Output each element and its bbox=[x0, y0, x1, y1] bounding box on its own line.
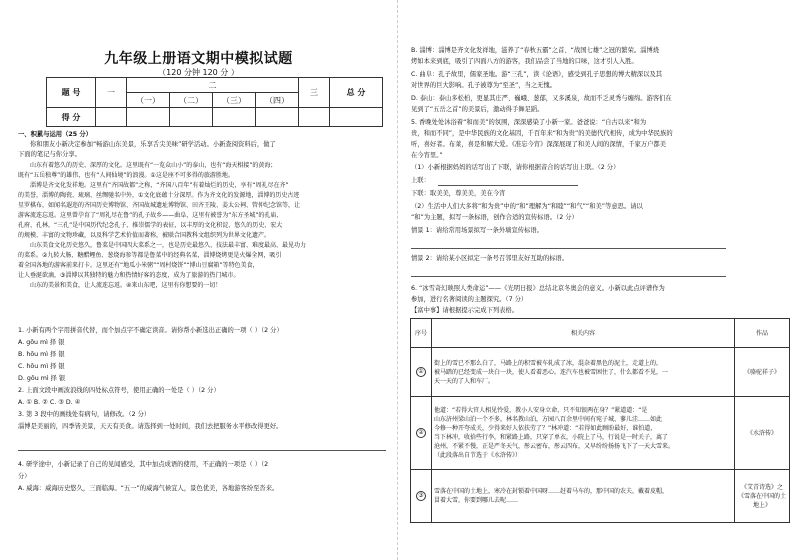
passage-line: 山东的美景和美食，让人流连忘返。④来山东吧，这里有你想要的一切！ bbox=[30, 282, 222, 289]
option-b: B. hōu mì 择 银 bbox=[18, 351, 65, 358]
text-line: 在今宵里。” bbox=[411, 152, 443, 159]
row-number: ① bbox=[416, 367, 426, 377]
row-text-line: （此段落出自节选于《水浒传》） bbox=[434, 452, 522, 459]
option-a: A. gōu mì 择 银 bbox=[18, 339, 65, 346]
option-c: C. hōu mì 择 银 bbox=[18, 363, 65, 370]
passage-line: 星罗棋布，如闻名遐迩的齐国历史博物馆、齐国故城遗址博物馆、田齐王陵、姜太公祠、管仲纪念馆等，让 bbox=[18, 202, 301, 209]
passage-line: 的菜系。②九转大肠、糖醋鲤鱼、葱烧海参等都是鲁菜中的经典名菜，淄博烧烤更是火爆全网，吸引 bbox=[18, 252, 282, 259]
question-4: 4. 研学途中，小新记录了自己的见闻感受，其中加点成语的使用，不正确的一项是（ ）（2 bbox=[18, 461, 269, 468]
text-line: 下面的笔记与你分享。 bbox=[18, 151, 81, 158]
score-cell bbox=[256, 108, 299, 127]
score-row-label: 得 分 bbox=[47, 108, 96, 127]
question-4-option-c: C. 曲阜：孔子故里，儒家圣地。游“三孔”，读《论语》，感受到孔子思想的博大精深以及其 bbox=[411, 71, 663, 78]
passage-line: 游客流连忘返。这里曾孕育了“周礼尽在鲁”的孔子故乡——曲阜，这里有被誉为“东方圣城”的孔庙、 bbox=[18, 212, 283, 219]
question-1: 1. 小新有两个字用拼音代替，而个加点字不确定读音。请你帮小新选出正确的一项（ ）（2 分） bbox=[18, 327, 283, 334]
answer-line bbox=[411, 248, 726, 249]
row-work: 《水浒传》 bbox=[735, 397, 790, 470]
question-3: 3. 第 3 段中的画线处有病句，请修改。（2 分） bbox=[18, 411, 151, 418]
text-line: 烤如本来到底，吸引了四面八方的游客，我们品尝了当地的口味，这才引人入胜。 bbox=[411, 58, 638, 65]
text-line: 听，喜好者。布莱，喜是和解大爱。《准忘今宵》深深展现了和美人间的深情，千家万户都美 bbox=[411, 141, 667, 148]
passage-line: 让人垂涎欲滴，③淄博以其独特的魅力和热情好客的态度，成为了旅游的热门城市。 bbox=[18, 272, 240, 279]
row-text-line: 沧州，不紧不慢，正是严冬天气，彤云密布，彤云四布，又早纷纷扬扬飞下了一天大雪来。 bbox=[434, 443, 675, 450]
question-5-1: （1）小新根据妈妈的话写出了下联，请你根据音合的话写出上联。（2 分） bbox=[411, 164, 620, 171]
row-text-line: 他道：“若得大官人相见怜爱，教小人安身立命，只不知银两在身？”紧道道：“是 bbox=[434, 407, 648, 414]
table-row bbox=[411, 397, 790, 470]
col-header-work: 作品 bbox=[735, 319, 790, 348]
question-4-option-a: A. 威海：威海历史悠久，三面临海。“五一”的威海气候宜人，景色优美，各地游客纷至沓来。 bbox=[18, 485, 279, 492]
row-number: ② bbox=[416, 428, 426, 438]
row-text-line: 雪落在中国的土地上，寒冷在封锁着中国呀……赶着马车的，那中国的农夫，戴着皮帽， bbox=[434, 488, 669, 495]
question-4-points: 分） bbox=[18, 473, 31, 480]
option-d: D. gōu mì 择 银 bbox=[18, 375, 66, 382]
question-6: 6. “冰雪奇幻映照人类命运”——《光明日报》总结北京冬奥会的意义。小新以此点评谱作为 bbox=[411, 285, 665, 292]
row-text-line: 山东济州梁山泊一个不多，林名教山泊，方园八百余里中间有宛子城、蓼儿洼……如此 bbox=[434, 416, 663, 423]
score-header-part2: 二 bbox=[127, 78, 299, 93]
question-2-options: A. ① B. ② C. ③ D. ④ bbox=[18, 399, 81, 406]
col-header-content: 相关内容 bbox=[432, 319, 735, 348]
row-text-line: 天一天的了人和车厂。 bbox=[434, 377, 495, 385]
row-work: 《艾青诗选》之《雪落在中国的土地上》 bbox=[735, 470, 790, 523]
lower-couplet: 下联：取美美，尊美美，美在今宵 bbox=[411, 190, 506, 197]
row-text-line: 冒着大雪，你要到哪儿去呢…… bbox=[434, 497, 519, 504]
table-instruction: 【富中事】请根据提示完成下列表格。 bbox=[411, 307, 519, 314]
passage-line: 孔府、孔林，“三孔”是中国历代纪念孔子、推崇儒学的表征，以丰厚的文化积淀、悠久的历史、宏大 bbox=[18, 222, 283, 229]
col-header-no: 序号 bbox=[411, 319, 432, 348]
score-subcol-2: （二） bbox=[170, 93, 213, 108]
question-2: 2. 上面文段中画波浪线的四处标点符号，使用正确的一处是（ ）（2 分） bbox=[18, 387, 220, 394]
score-cell bbox=[170, 108, 213, 127]
row-text-line: 今修一种开夸成关，少得来好人依扶劳了？”林冲道：“若得如此顾盼最好，谁怕道， bbox=[434, 425, 657, 432]
upper-couplet-label: 上联： bbox=[411, 177, 430, 184]
score-cell bbox=[299, 108, 330, 127]
score-subcol-4: （四） bbox=[256, 93, 299, 108]
score-cell bbox=[96, 108, 127, 127]
passage-line: 既有“五岳独尊”的雄伟，也有“人间仙境”的浪漫。①这是座不可多得的旅游胜地。 bbox=[18, 172, 234, 179]
score-subcol-1: （一） bbox=[127, 93, 170, 108]
row-text-line: 当下林冲，收拾些行李，和紧路上路，只穿了单衣，小院上了马，行说是一时关子，离了 bbox=[434, 434, 669, 441]
text-line: “和”为主题，拟写一条标语，创作合适的宣传标语。（2 分） bbox=[411, 214, 578, 221]
passage-line: 山东有着悠久的历史、深厚的文化。这里既有“一览众山小”的泰山，也有“海天相接”的黄海； bbox=[30, 162, 277, 169]
answer-line bbox=[18, 450, 386, 451]
score-header-total: 总 分 bbox=[330, 78, 383, 108]
score-cell bbox=[213, 108, 256, 127]
row-text-line: 街上的雪已不那么白了，马路上的积雪被车轧成了冰，混杂着黑色的泥土，走道上的， bbox=[434, 359, 663, 367]
row-work: 《骆驼祥子》 bbox=[735, 348, 790, 397]
answer-line bbox=[438, 185, 578, 186]
passage-line: 的规模、丰富的文物珍藏，以及科学艺术价值而著称，被联合国教科文组织列为世界文化遗产。 bbox=[18, 232, 271, 239]
question-5-2: （2）生活中人们大多将“和为贵”中的“和”理解为“和睦”“和气”“和美”等意思。请以 bbox=[411, 203, 643, 210]
passage-line: 淄博是齐文化发祥地。这里有“齐国故都”之称，“齐国八百年”有着灿烂的历史，享有“周礼尽在齐” bbox=[30, 182, 289, 189]
score-cell bbox=[127, 108, 170, 127]
exam-title: 九年级上册语文期中模拟试题 bbox=[104, 51, 293, 67]
table-row bbox=[411, 470, 790, 523]
question-5: 5. 香晚处处沐浴着“和而美”的氛围，深深感染了小新一家。爸爸说：“自古以来“和为 bbox=[411, 119, 647, 126]
scenario-2: 情景 2：请给某小区拟定一条号召邻里友好互助的标语。 bbox=[411, 255, 569, 262]
question-3-text: 淄博是美丽的，四季皆美景，天天有美食。请选择到一处时间，我们去把服务水平修改得更好。 bbox=[18, 423, 283, 430]
section-heading: 一、积累与运用（25 分） bbox=[18, 131, 92, 138]
score-header-part1: 一 bbox=[96, 78, 127, 108]
text-line: 贵，和而不同”，是中华民族的文化基因，千百年来“和为贵”的美德代代相传，成为中华民族的 bbox=[411, 130, 673, 137]
text-line: 参加，进行名著阅读的主题探究。（7 分） bbox=[411, 296, 528, 303]
text-line: 对世界的巨大影响。孔子被尊为“至圣”，当之无愧。 bbox=[411, 82, 557, 89]
table-row bbox=[411, 348, 790, 397]
row-text-line: 被马踏的已经变成一块白一块，使人看着恶心。连汽车也被雪困住了，什么都看不见，一 bbox=[434, 368, 669, 376]
reading-table bbox=[410, 318, 790, 523]
passage-line: 山东美食文化历史悠久，鲁菜是中国四大菜系之一，也是历史最悠久、技法最丰富、难度最高、最见功力 bbox=[30, 242, 307, 249]
score-table bbox=[46, 77, 383, 127]
scenario-1: 情景 1：请给常用场景拟写一条外墙宣传标语。 bbox=[411, 227, 543, 234]
question-4-option-d: D. 泰山：泰山多松柏，更显其庄严、巍峨、葱郁，又多溪泉，故而不乏灵秀与缠绵。游客们在 bbox=[411, 95, 672, 102]
score-subcol-3: （三） bbox=[213, 93, 256, 108]
exam-subtitle: （120 分钟 120 分 ） bbox=[158, 68, 239, 77]
score-cell bbox=[330, 108, 383, 127]
score-header-part3: 三 bbox=[299, 78, 330, 108]
text-line: 你和朋友小新决定参加“畅游山东美景，乐享舌尖美味”研学活动。小新查阅资料后，做了 bbox=[30, 141, 276, 148]
passage-line: 着全国各地的游客前来打卡。这里还有“地瓜小米粥”“周村烧饼”“博山豆腐箱”等特色美食， bbox=[18, 262, 259, 269]
text-line: 见到了“五岳之首”的美景后，激动得手舞足蹈。 bbox=[411, 106, 544, 113]
score-header-label: 题 号 bbox=[47, 78, 96, 108]
question-4-option-b: B. 淄博：淄博是齐文化发祥地，滋养了“春秋五霸”之首、“战国七雄”之冠的繁荣。淄博烧 bbox=[411, 47, 660, 54]
row-number: ③ bbox=[416, 491, 426, 501]
answer-line bbox=[411, 276, 726, 277]
passage-line: 的美誉，淄博的陶瓷、琉璃、丝绸驰名中外，①文化底蕴十分深厚。作为齐文化的发源地，淄博的历史古迹 bbox=[18, 192, 300, 199]
